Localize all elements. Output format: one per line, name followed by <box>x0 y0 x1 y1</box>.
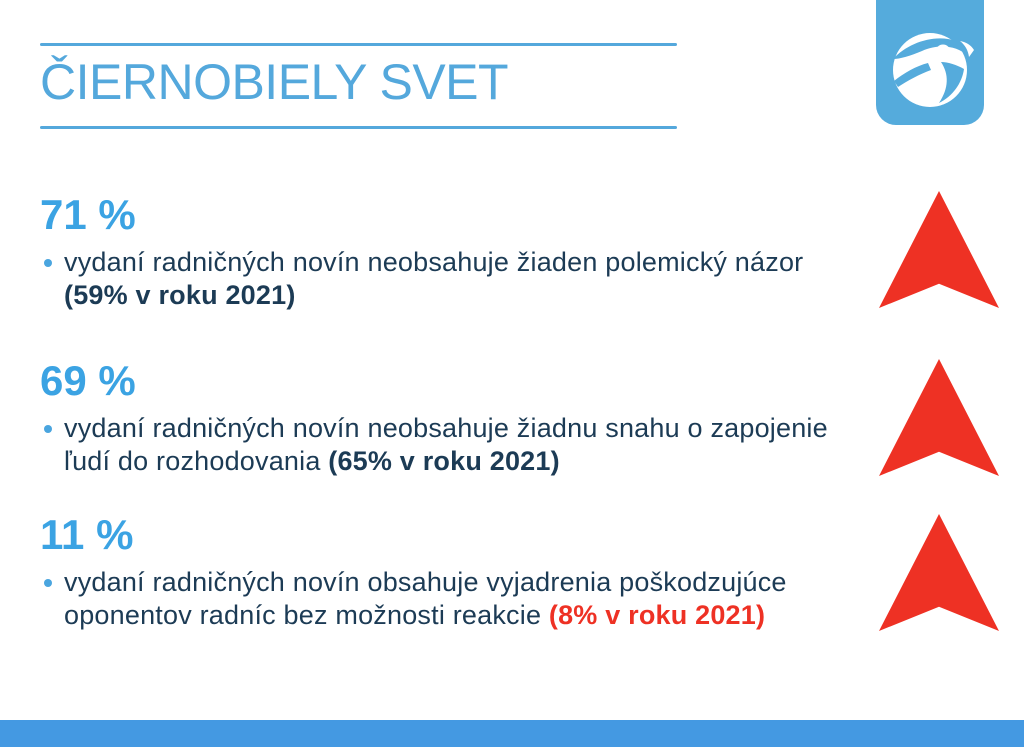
stat-line1: vydaní radničných novín neobsahuje žiadnu snahu o zapojenie <box>64 413 828 443</box>
stat-line2-normal: oponentov radníc bez možnosti reakcie <box>64 600 549 630</box>
stat-text <box>64 566 787 632</box>
stat-text <box>64 246 803 312</box>
stat-bullet-row <box>40 412 880 478</box>
stat-line2-normal: ľudí do rozhodovania <box>64 446 329 476</box>
bottom-accent-bar <box>0 720 1024 747</box>
stat-text <box>64 412 828 478</box>
stat-prev-year-value: (59% v roku 2021) <box>64 280 296 310</box>
stat-value: 69 % <box>40 357 136 404</box>
stat-value: 11 % <box>40 511 134 558</box>
stat-line1: vydaní radničných novín obsahuje vyjadrenia poškodzujúce <box>64 567 787 597</box>
title-rule-top <box>40 43 677 46</box>
stat-line1: vydaní radničných novín neobsahuje žiaden polemický názor <box>64 247 804 277</box>
stat-value: 71 % <box>40 191 136 238</box>
transparency-international-globe-icon <box>876 0 984 125</box>
bullet-icon <box>44 259 52 267</box>
logo-tile <box>876 0 984 125</box>
stat-bullet-row <box>40 246 880 312</box>
stat-prev-year-value: (65% v roku 2021) <box>328 446 560 476</box>
stat-section-3 <box>40 512 880 632</box>
up-arrow-icon <box>879 359 999 476</box>
up-arrow-icon <box>879 191 999 308</box>
stat-section-2 <box>40 358 880 478</box>
stat-prev-year-value: (8% v roku 2021) <box>548 600 766 630</box>
title-rule-bottom <box>40 126 677 129</box>
page-title: ČIERNOBIELY SVET <box>40 54 509 110</box>
bullet-icon <box>44 579 52 587</box>
up-arrow-icon <box>879 514 999 631</box>
stat-bullet-row <box>40 566 880 632</box>
stat-section-1 <box>40 192 880 312</box>
bullet-icon <box>44 425 52 433</box>
